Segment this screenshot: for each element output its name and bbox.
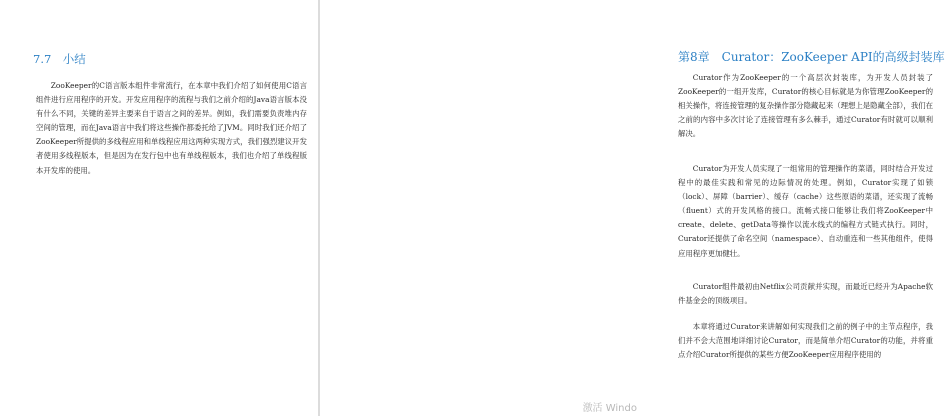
right-paragraph-3: Curator组件最初由Netflix公司贡献并实现，而最近已经升为Apache软件基金会的顶级项目。	[678, 282, 933, 306]
activation-watermark: 激活 Windo	[582, 403, 637, 414]
left-paragraph-1: ZooKeeper的C语言版本组件非常流行，在本章中我们介绍了如何使用C语言组件进行应用程序的开发。开发应用程序的流程与我们之前介绍的Java语言版本没有什么不同，关键的差异主要来自于语言之间的差异。例如，我们需要负责堆内存空间的管理，而在Java语言中我们将这些操作都委托给了JVM。同时我们还介绍了ZooKeeper所提供的多线程应用和单线程应用这两种实现方式，我们强烈建议开发者使用多线程版本，但是因为在发行包中也有单线程版本，我们也介绍了单线程版本开发库的使用。	[36, 81, 307, 175]
right-page	[320, 0, 945, 416]
left-page	[0, 0, 318, 416]
right-paragraph-2: Curator为开发人员实现了一组常用的管理操作的菜谱，同时结合开发过程中的最佳实践和常见的边际情况的处理。例如，Curator实现了如锁（lock）、屏障（barrier）、缓存（cache）这些原语的菜谱，还实现了流畅（fluent）式的开发风格的接口。流畅式接口能够让我们将ZooKeeper中create、delete、getData等操作以流水线式的编程方式链式执行。同时，Curator还提供了命名空间（namespace）、自动重连和一些其他组件，使得应用程序更加健壮。	[678, 164, 933, 258]
chapter-title: 第8章 Curator：ZooKeeper API的高级封装库	[678, 50, 945, 64]
right-paragraph-1: Curator作为ZooKeeper的一个高层次封装库，为开发人员封装了ZooKeeper的一组开发库，Curator的核心目标就是为你管理ZooKeeper的相关操作，将连接管理的复杂操作部分隐藏起来（理想上是隐藏全部），我们在之前的内容中多次讨论了连接管理有多么棘手，通过Curator有时就可以顺利解决。	[678, 73, 933, 139]
right-paragraph-4: 本章将通过Curator来讲解如何实现我们之前的例子中的主节点程序，我们并不会大范围地详细讨论Curator，而是简单介绍Curator的功能，并将重点介绍Curator所提供的某些方便ZooKeeper应用程序使用的	[678, 322, 933, 360]
section-title: 7.7 小结	[33, 52, 86, 66]
